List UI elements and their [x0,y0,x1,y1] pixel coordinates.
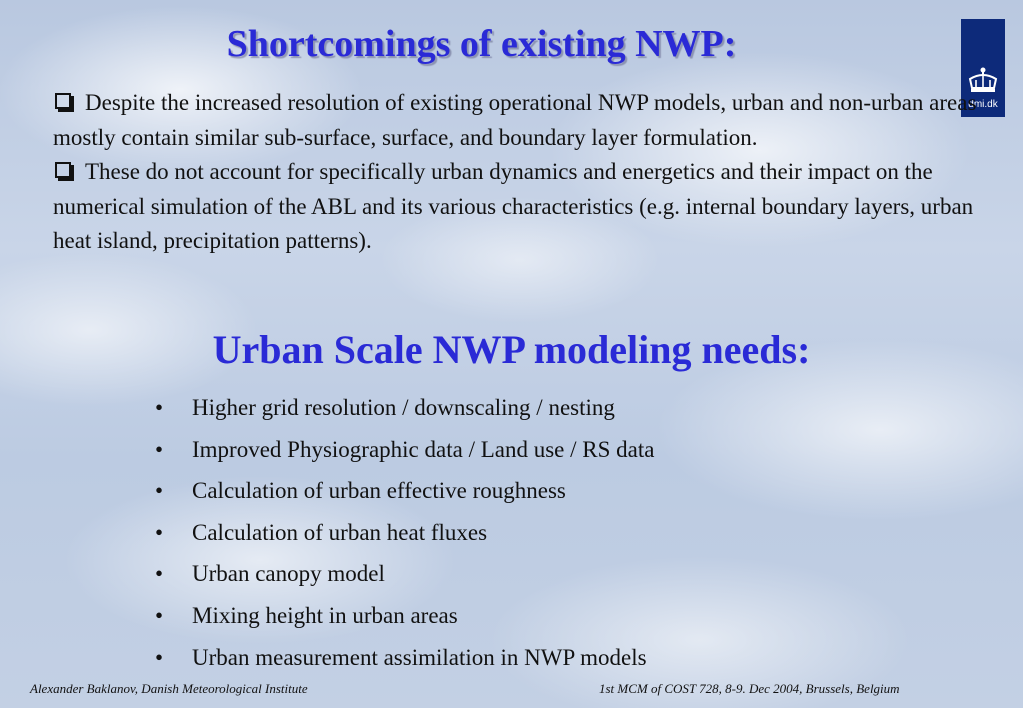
checkbox-bullet-icon [55,162,71,178]
checkbox-bullet-icon [55,93,71,109]
bullet-icon: • [155,436,164,462]
shortcoming-item [53,86,1003,155]
bullet-icon: • [155,602,164,628]
footer-event: 1st MCM of COST 728, 8-9. Dec 2004, Brussels, Belgium [599,681,900,696]
list-item-text: Urban measurement assimilation in NWP models [192,644,647,670]
slide-title: Shortcomings of existing NWP: [226,23,737,65]
list-item [155,553,955,595]
list-item-text: Calculation of urban effective roughness [192,478,566,504]
list-item [155,637,955,679]
list-item-text: Urban canopy model [192,561,385,587]
bullet-icon: • [155,561,164,587]
list-item [155,595,955,637]
list-item [155,387,955,429]
list-item-text: Higher grid resolution / downscaling / nesting [192,395,615,420]
shortcoming-text: These do not account for specifically urban dynamics and energetics and their impact on the numerical simulation of the ABL and its various characteristics (e.g. internal boundary layers, urban heat island, precipitation patterns). [53,159,974,253]
section-subtitle: Urban Scale NWP modeling needs: [212,327,811,372]
bullet-icon: • [155,478,164,504]
shortcomings-list [53,86,1003,259]
bullet-icon: • [155,644,164,670]
logo-text: dmi.dk [968,99,998,110]
bullet-icon: • [155,395,164,420]
list-item-text: Mixing height in urban areas [192,602,458,628]
list-item [155,512,955,554]
list-item [155,470,955,512]
needs-list [155,387,955,678]
list-item-text: Calculation of urban heat fluxes [192,519,488,545]
shortcoming-item [53,155,1003,259]
shortcoming-text: Despite the increased resolution of existing operational NWP models, urban and non-urban areas mostly contain similar sub-surface, surface, and boundary layer formulation. [53,90,977,150]
footer-author: Alexander Baklanov, Danish Meteorological Institute [30,681,308,696]
list-item [155,429,955,471]
bullet-icon: • [155,519,164,545]
list-item-text: Improved Physiographic data / Land use / RS data [192,436,655,462]
